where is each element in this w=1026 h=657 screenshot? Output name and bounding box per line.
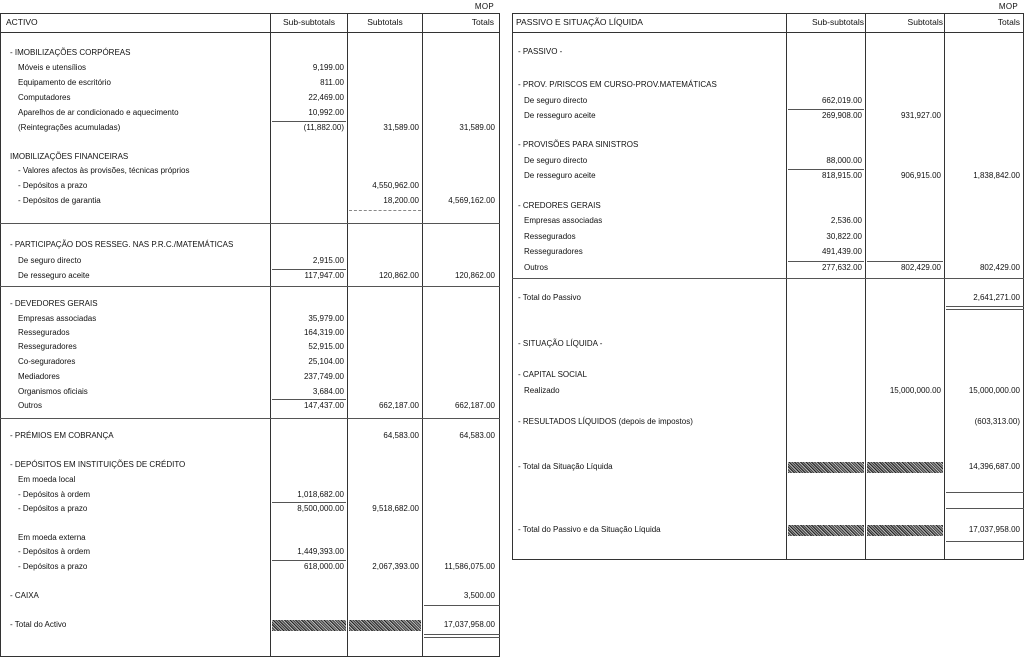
sub-subtotal-value: 117,947.00 [304,271,344,280]
subtotal-value: 906,915.00 [900,171,941,180]
sub-subtotal-value: 811.00 [320,78,344,87]
subtotal-rule [272,502,346,503]
activo-header-subtotals: Subtotals [367,17,403,27]
right-ledger-row [512,199,1024,212]
redaction-pattern [867,525,943,536]
subtotal-rule [788,109,864,110]
row-label: De seguro directo [524,96,588,105]
row-label: - SITUAÇÃO LÍQUIDA - [518,339,603,348]
subtotal-rule [272,121,346,122]
row-label: Móveis e utensílios [18,63,87,72]
subtotal-rule [272,269,346,270]
row-label: Ressegurados [18,328,70,337]
left-ledger-row [0,370,500,383]
row-label: - PROVISÕES PARA SINISTROS [518,140,639,149]
row-label: Equipamento de escritório [18,78,111,87]
left-ledger-row [0,340,500,353]
left-ledger-row [0,312,500,325]
redaction-pattern [788,462,864,473]
passivo-header-subtotals: Subtotals [907,17,943,27]
right-ledger-row [512,291,1024,304]
subtotal-rule [788,169,864,170]
row-label: Outros [524,263,549,272]
subtotal-rule [272,560,346,561]
row-label: - DEPÓSITOS EM INSTITUIÇÕES DE CRÉDITO [10,460,186,469]
right-ledger-row [512,261,1024,274]
sub-subtotal-value: 662,019.00 [821,96,862,105]
left-ledger-row [0,355,500,368]
right-ledger-row [512,523,1024,536]
row-label: - Total do Activo [10,620,67,629]
sub-subtotal-value: 2,536.00 [830,216,862,225]
left-ledger-row [0,473,500,486]
row-label: - RESULTADOS LÍQUIDOS (depois de impostos) [518,417,693,426]
right-ledger-row [512,94,1024,107]
left-ledger-row [0,326,500,339]
row-label: - Depósitos de garantia [18,196,101,205]
row-label: - Total da Situação Líquida [518,462,613,471]
activo-statement [0,0,500,657]
row-label: Computadores [18,93,71,102]
total-double-rule [946,309,1024,310]
total-double-rule [424,634,500,635]
activo-header-totals: Totals [471,17,494,27]
left-ledger-row [0,502,500,515]
left-ledger-row [0,238,500,251]
row-label: IMOBILIZAÇÕES FINANCEIRAS [10,152,129,161]
right-ledger-row [512,368,1024,381]
passivo-header-sub-subtotals: Sub-subtotals [812,17,864,27]
sub-subtotal-value: 88,000.00 [826,156,862,165]
sub-subtotal-value: (11,882.00) [303,123,344,132]
row-label: De resseguro aceite [524,171,596,180]
right-ledger-row [512,169,1024,182]
left-ledger-row [0,61,500,74]
left-ledger-row [0,106,500,119]
left-ledger-row [0,164,500,177]
left-ledger-row [0,297,500,310]
currency-label-left: MOP [474,2,494,11]
left-ledger-row [0,121,500,134]
sub-subtotal-value: 164,319.00 [303,328,344,337]
row-label: - Depósitos à ordem [18,490,91,499]
section-rule [0,418,500,419]
section-rule [0,223,500,224]
row-label: - CAIXA [10,591,39,600]
sub-subtotal-value: 30,822.00 [826,232,862,241]
passivo-header-totals: Totals [997,17,1020,27]
left-ledger-row [0,46,500,59]
total-value: 17,037,958.00 [968,525,1020,534]
subtotal-value: 31,589.00 [383,123,419,132]
row-label: Realizado [524,386,560,395]
total-double-rule [946,492,1024,493]
total-value: 64,583.00 [459,431,495,440]
total-value: 15,000,000.00 [968,386,1020,395]
total-rule [424,605,500,606]
row-label: Em moeda local [18,475,76,484]
redaction-pattern [867,462,943,473]
row-label: Resseguradores [18,342,77,351]
passivo-header-row [512,13,1024,33]
row-label: De resseguro aceite [524,111,596,120]
row-label: Ressegurados [524,232,576,241]
left-ledger-row [0,560,500,573]
right-ledger-row [512,214,1024,227]
row-label: - Valores afectos às provisões, técnicas próprios [18,166,190,175]
subtotal-value: 802,429.00 [900,263,941,272]
left-ledger-row [0,254,500,267]
row-label: Empresas associadas [18,314,97,323]
right-ledger-row [512,245,1024,258]
right-ledger-row [512,78,1024,91]
activo-header-row [0,13,500,33]
left-ledger-row [0,150,500,163]
redaction-pattern [349,620,421,631]
sub-subtotal-value: 9,199.00 [312,63,344,72]
left-ledger-row [0,194,500,207]
sub-subtotal-value: 22,469.00 [308,93,344,102]
total-value: 31,589.00 [459,123,495,132]
sub-subtotal-value: 8,500,000.00 [297,504,344,513]
total-value: 802,429.00 [979,263,1020,272]
row-label: - PROV. P/RISCOS EM CURSO-PROV.MATEMÁTICAS [518,80,717,89]
row-label: De seguro directo [524,156,588,165]
row-label: - PASSIVO - [518,47,563,56]
left-ledger-row [0,589,500,602]
subtotal-value: 931,927.00 [900,111,941,120]
sub-subtotal-value: 277,632.00 [821,263,862,272]
row-label: Em moeda externa [18,533,86,542]
passivo-statement [512,0,1024,560]
sub-subtotal-value: 2,915.00 [312,256,344,265]
total-value: (603,313.00) [974,417,1020,426]
left-ledger-row [0,179,500,192]
subtotal-value: 64,583.00 [383,431,419,440]
total-value: 3,500.00 [463,591,495,600]
left-ledger-row [0,545,500,558]
redaction-pattern [788,525,864,536]
left-ledger-row [0,458,500,471]
total-double-rule [424,637,500,638]
left-ledger-row [0,618,500,631]
row-label: - Depósitos à ordem [18,547,91,556]
sub-subtotal-value: 25,104.00 [308,357,344,366]
row-label: - PARTICIPAÇÃO DOS RESSEG. NAS P.R.C./MATEMÁTICAS [10,240,234,249]
total-double-rule [946,306,1024,307]
right-ledger-row [512,460,1024,473]
row-label: Empresas associadas [524,216,603,225]
right-ledger-row [512,109,1024,122]
left-ledger-row [0,91,500,104]
total-value: 1,838,842.00 [973,171,1020,180]
subtotal-rule [867,261,943,262]
sub-subtotal-value: 147,437.00 [303,401,344,410]
right-ledger-row [512,138,1024,151]
subtotal-rule [788,261,864,262]
sub-subtotal-value: 52,915.00 [308,342,344,351]
left-ledger-row [0,269,500,282]
section-rule [0,286,500,287]
row-label: - PRÉMIOS EM COBRANÇA [10,431,114,440]
currency-label-right: MOP [998,2,1018,11]
row-label: - DEVEDORES GERAIS [10,299,98,308]
total-value: 14,396,687.00 [968,462,1020,471]
left-ledger-row [0,488,500,501]
right-ledger-row [512,337,1024,350]
row-label: - CAPITAL SOCIAL [518,370,587,379]
redaction-pattern [272,620,346,631]
sub-subtotal-value: 3,684.00 [312,387,344,396]
subtotal-rule [272,399,346,400]
subtotal-value: 662,187.00 [378,401,419,410]
row-label: - IMOBILIZAÇÕES CORPÓREAS [10,48,131,57]
subtotal-value: 18,200.00 [383,196,419,205]
right-ledger-row [512,45,1024,58]
sub-subtotal-value: 491,439.00 [821,247,862,256]
sub-subtotal-value: 1,018,682.00 [297,490,344,499]
row-label: - Depósitos a prazo [18,504,88,513]
row-label: Co-seguradores [18,357,76,366]
right-ledger-row [512,415,1024,428]
sub-subtotal-value: 237,749.00 [303,372,344,381]
total-value: 662,187.00 [454,401,495,410]
row-label: - CREDORES GERAIS [518,201,601,210]
sub-subtotal-value: 618,000.00 [303,562,344,571]
subtotal-value: 9,518,682.00 [372,504,419,513]
subtotal-value: 15,000,000.00 [889,386,941,395]
row-label: (Reintegrações acumuladas) [18,123,121,132]
row-label: Outros [18,401,43,410]
row-label: - Depósitos a prazo [18,181,88,190]
activo-header-sub-subtotals: Sub-subtotals [283,17,335,27]
row-label: - Total do Passivo [518,293,581,302]
sub-subtotal-value: 269,908.00 [821,111,862,120]
left-ledger-row [0,76,500,89]
total-value: 4,569,162.00 [448,196,495,205]
left-ledger-row [0,429,500,442]
left-ledger-row [0,531,500,544]
subtotal-value: 2,067,393.00 [372,562,419,571]
sub-subtotal-value: 10,992.00 [308,108,344,117]
row-label: Organismos oficiais [18,387,88,396]
row-label: Resseguradores [524,247,583,256]
left-ledger-row [0,385,500,398]
row-label: Mediadores [18,372,60,381]
total-value: 120,862.00 [454,271,495,280]
row-label: - Total do Passivo e da Situação Líquida [518,525,661,534]
right-ledger-row [512,230,1024,243]
row-label: - Depósitos a prazo [18,562,88,571]
total-double-rule [946,508,1024,509]
sub-subtotal-value: 818,915.00 [821,171,862,180]
subtotal-value: 4,550,962.00 [372,181,419,190]
left-ledger-row [0,399,500,412]
total-value: 11,586,075.00 [444,562,495,571]
right-ledger-row [512,154,1024,167]
section-rule [512,278,1024,279]
sub-subtotal-value: 1,449,393.00 [297,547,344,556]
total-double-rule [946,541,1024,542]
subtotal-rule [349,210,421,211]
passivo-header-label: PASSIVO E SITUAÇÃO LÍQUIDA [516,17,643,27]
row-label: Aparelhos de ar condicionado e aquecimento [18,108,179,117]
row-label: De seguro directo [18,256,82,265]
total-value: 2,641,271.00 [973,293,1020,302]
total-value: 17,037,958.00 [443,620,495,629]
subtotal-value: 120,862.00 [378,271,419,280]
row-label: De resseguro aceite [18,271,90,280]
right-ledger-row [512,384,1024,397]
activo-header-label: ACTIVO [6,17,38,27]
sub-subtotal-value: 35,979.00 [308,314,344,323]
